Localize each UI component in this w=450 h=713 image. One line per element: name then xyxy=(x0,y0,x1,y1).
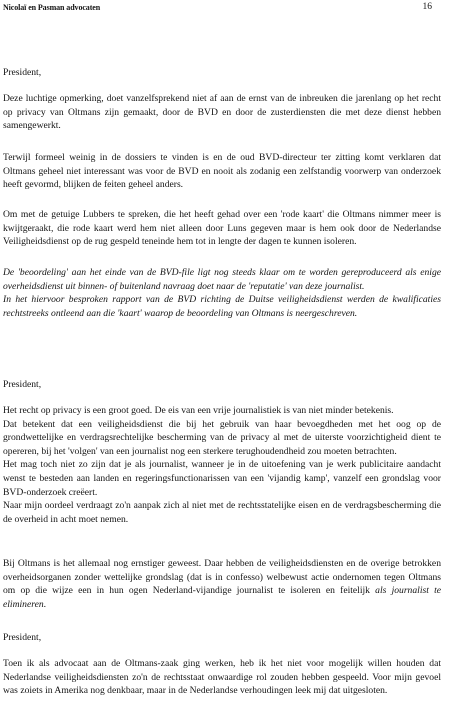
paragraph-privacy xyxy=(3,404,441,526)
paragraph-text: Terwijl formeel weinig in de dossiers te vinden is en de oud BVD-directeur ter zitting komt verklaren dat Oltmans geheel niet interessant was voor de BVD en nooit als zodanig een zelfstandig voorwerp van onderzoek heeft gevormd, blijken de feiten geheel anders. xyxy=(3,152,441,191)
paragraph-text: Toen ik als advocaat aan de Oltmans-zaak ging werken, heb ik het niet voor mogelijk willen houden dat Nederlandse veiligheidsdiensten zo'n de rechtsstaat onwaardige rol zouden hebben gespeeld. Voor mijn gevoel was zoiets in Amerika nog denkbaar, maar in de Nederlandse verhoudingen leek mij dat uitgesloten. xyxy=(3,658,441,697)
running-header-firm: Nicolaï en Pasman advocaten xyxy=(3,3,101,12)
paragraph-text-end: . xyxy=(43,598,47,610)
paragraph-3 xyxy=(3,208,441,249)
salutation: President, xyxy=(3,67,42,78)
paragraph-text: Het mag toch niet zo zijn dat je als journalist, wanneer je in de uitoefening van je werk publicitaire aandacht wenst te besteden aan landen en regeringsfunctionarissen van een 'vijandig kamp', vanzelf een grondslag voor BVD-onderzoek creëert. xyxy=(3,459,441,498)
paragraph-text: De 'beoordeling' aan het einde van de BVD-file ligt nog steeds klaar om te worden gereproduceerd als enige overheidsdienst uit binnen- of buitenland navraag doet naar de 'reputatie' van deze journalist. xyxy=(3,267,441,292)
paragraph-oltmans xyxy=(3,557,441,611)
paragraph-2 xyxy=(3,151,441,192)
paragraph-advocaat xyxy=(3,657,441,698)
paragraph-text: Naar mijn oordeel verdraagt zo'n aanpak zich al niet met de rechtsstatelijke eisen en de verdragsbescherming die de overheid in acht moet nemen. xyxy=(3,500,441,525)
paragraph-text: Het recht op privacy is een groot goed. De eis van een vrije journalistiek is van niet minder betekenis. xyxy=(3,405,394,416)
page-number: 16 xyxy=(422,2,432,12)
paragraph-text xyxy=(3,557,441,611)
paragraph-1 xyxy=(3,92,441,133)
paragraph-text: In het hiervoor besproken rapport van de BVD richting de Duitse veiligheidsdienst werden de kwalificaties rechtstreeks ontleend aan die 'kaart' waarop de beoordeling van Oltmans is neergeschreven. xyxy=(3,294,441,319)
paragraph-text: Om met de getuige Lubbers te spreken, die het heeft gehad over een 'rode kaart' die Oltmans nimmer meer is kwijtgeraakt, die rode kaart werd hem niet alleen door Luns gegeven maar is hem ook door de Nederlandse Veiligheidsdienst op de rug gespeld teneinde hem tot in lengte der dagen te kunnen isoleren. xyxy=(3,209,441,248)
paragraph-text: Deze luchtige opmerking, doet vanzelfsprekend niet af aan de ernst van de inbreuken die jarenlang op het recht op privacy van Oltmans zijn gemaakt, door de BVD en door de zusterdiensten die met deze dienst hebben samengewerkt. xyxy=(3,93,441,132)
paragraph-text-main: Bij Oltmans is het allemaal nog ernstiger geweest. Daar hebben de veiligheidsdiensten en de overige betrokken overheidsorganen zonder wettelijke grondslag (dat is in confesso) welbewust actie ondernomen tegen Oltmans om op die wijze een in hun ogen Nederland-vijandige journalist te isoleren en feitelijk xyxy=(3,558,441,597)
salutation: President, xyxy=(3,632,42,643)
paragraph-text-emphasis: als journalist te elimineren xyxy=(3,585,441,610)
salutation: President, xyxy=(3,379,42,390)
paragraph-text: Dat betekent dat een veiligheidsdienst die bij het gebruik van haar bevoegdheden met het oog op de grondwettelijke en verdragsrechtelijke bescherming van de privacy al met de uiterste voorzichtigheid dient te opereren, bij het 'volgen' van een journalist nog een sterkere terughoudendheid zou moeten betrachten. xyxy=(3,418,441,457)
italic-paragraph-beoordeling xyxy=(3,266,441,320)
